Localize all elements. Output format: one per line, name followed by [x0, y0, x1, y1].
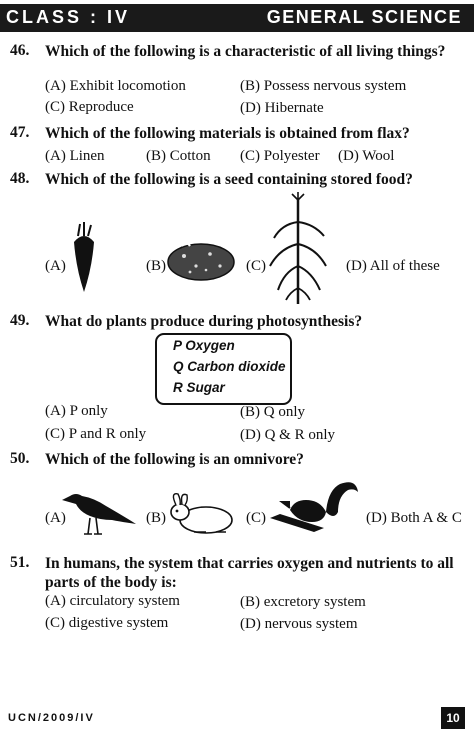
option-d[interactable]: (D) Q & R only — [240, 427, 335, 443]
rabbit-image — [166, 492, 236, 534]
option-b[interactable]: (B) — [146, 258, 166, 274]
question-text: Which of the following is an omnivore? — [45, 451, 304, 468]
question-number: 50. — [10, 450, 30, 467]
header-bar — [0, 4, 474, 32]
option-b[interactable]: (B) Cotton — [146, 148, 211, 164]
option-d[interactable]: (D) Hibernate — [240, 100, 324, 116]
question-number: 49. — [10, 312, 30, 329]
crow-image — [60, 488, 138, 536]
paper-code: UCN/2009/IV — [8, 712, 95, 724]
option-a[interactable]: (A) — [45, 258, 66, 274]
page-number: 10 — [441, 707, 465, 729]
option-a[interactable]: (A) Linen — [45, 148, 105, 164]
option-b[interactable]: (B) Possess nervous system — [240, 78, 407, 94]
substance-list-box — [155, 333, 292, 405]
potato-image — [166, 240, 236, 282]
box-item: P Oxygen — [173, 338, 235, 353]
question-number: 47. — [10, 124, 30, 141]
option-c[interactable]: (C) P and R only — [45, 426, 147, 442]
question-text: Which of the following is a seed containing stored food? — [45, 171, 413, 188]
option-a[interactable]: (A) — [45, 510, 66, 526]
option-c[interactable]: (C) Polyester — [240, 148, 320, 164]
question-number: 48. — [10, 170, 30, 187]
box-item: Q Carbon dioxide — [173, 359, 286, 374]
question-text: Which of the following materials is obtained from flax? — [45, 125, 410, 142]
option-a[interactable]: (A) circulatory system — [45, 593, 180, 609]
option-b[interactable]: (B) Q only — [240, 404, 305, 420]
option-d[interactable]: (D) Both A & C — [366, 510, 462, 526]
box-item: R Sugar — [173, 380, 225, 395]
option-b[interactable]: (B) excretory system — [240, 594, 366, 610]
maize-plant-image — [268, 192, 330, 304]
question-text: In humans, the system that carries oxygen and nutrients to all parts of the body is: — [45, 555, 454, 591]
option-d[interactable]: (D) nervous system — [240, 616, 358, 632]
option-c[interactable]: (C) — [246, 510, 266, 526]
option-d[interactable]: (D) All of these — [346, 258, 440, 274]
question-number: 46. — [10, 42, 30, 59]
option-c[interactable]: (C) — [246, 258, 266, 274]
option-d[interactable]: (D) Wool — [338, 148, 395, 164]
option-c[interactable]: (C) Reproduce — [45, 99, 134, 115]
option-b[interactable]: (B) — [146, 510, 166, 526]
question-text: Which of the following is a characteristic of all living things? — [45, 43, 446, 60]
question-number: 51. — [10, 554, 30, 571]
class-label: CLASS : IV — [6, 7, 131, 27]
question-text: What do plants produce during photosynthesis? — [45, 313, 363, 330]
option-a[interactable]: (A) Exhibit locomotion — [45, 78, 186, 94]
carrot-image — [70, 222, 98, 294]
option-c[interactable]: (C) digestive system — [45, 615, 169, 631]
option-a[interactable]: (A) P only — [45, 403, 108, 419]
subject-label: GENERAL SCIENCE — [266, 7, 462, 27]
squirrel-image — [268, 478, 362, 536]
